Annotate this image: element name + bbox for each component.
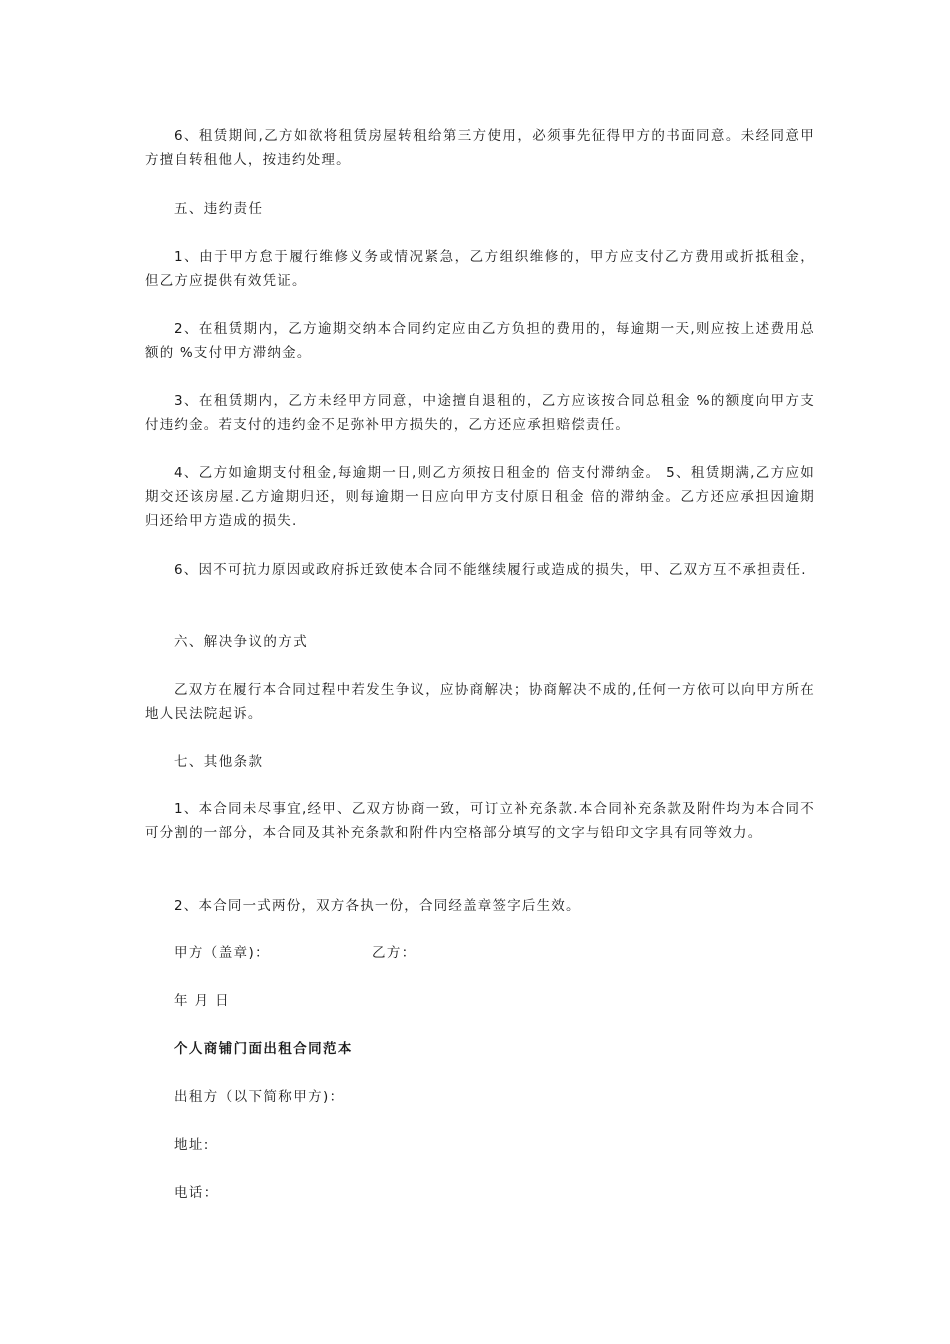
breach-clause-6: 6、因不可抗力原因或政府拆迁致使本合同不能继续履行或造成的损失，甲、乙双方互不承担责任.	[174, 562, 807, 578]
breach-clause-1: 1、由于甲方怠于履行维修义务或情况紧急，乙方组织维修的，甲方应支付乙方费用或折抵租金，但乙方应提供有效凭证。	[145, 249, 815, 289]
disputes-paragraph: 乙双方在履行本合同过程中若发生争议，应协商解决；协商解决不成的,任何一方依可以向甲方所在地人民法院起诉。	[145, 682, 815, 722]
section-heading-disputes: 六、解决争议的方式	[174, 634, 309, 650]
breach-clause-3: 3、在租赁期内，乙方未经甲方同意，中途擅自退租的，乙方应该按合同总租金 %的额度向甲方支付违约金。若支付的违约金不足弥补甲方损失的，乙方还应承担赔偿责任。	[145, 393, 815, 433]
clause-sublet-paragraph: 6、租赁期间,乙方如欲将租赁房屋转租给第三方使用，必须事先征得甲方的书面同意。未经同意甲方擅自转租他人，按违约处理。	[145, 128, 815, 168]
lessor-field-label: 出租方（以下简称甲方)：	[174, 1089, 345, 1105]
phone-field-label: 电话：	[174, 1185, 219, 1201]
next-contract-title: 个人商铺门面出租合同范本	[174, 1041, 353, 1057]
other-terms-clause-1: 1、本合同未尽事宜,经甲、乙双方协商一致，可订立补充条款.本合同补充条款及附件均为本合同不可分割的一部分，本合同及其补充条款和附件内空格部分填写的文字与铅印文字具有同等效力。	[145, 801, 815, 841]
address-field-label: 地址:	[174, 1137, 210, 1153]
section-heading-breach: 五、违约责任	[174, 201, 264, 217]
breach-clause-2: 2、在租赁期内，乙方逾期交纳本合同约定应由乙方负担的费用的，每逾期一天,则应按上述费用总额的 %支付甲方滞纳金。	[145, 321, 815, 361]
signature-date-label: 年 月 日	[174, 993, 231, 1009]
party-b-signature-label: 乙方：	[372, 945, 417, 961]
section-heading-other-terms: 七、其他条款	[174, 754, 264, 770]
party-a-signature-label: 甲方（盖章)：	[174, 945, 271, 961]
other-terms-clause-2: 2、本合同一式两份，双方各执一份，合同经盖章签字后生效。	[174, 898, 581, 914]
breach-clause-4-5: 4、乙方如逾期支付租金,每逾期一日,则乙方须按日租金的 倍支付滞纳金。 5、租赁期满,乙方应如期交还该房屋.乙方逾期归还，则每逾期一日应向甲方支付原日租金 倍的滞纳金。乙方还应承担因逾期归还给甲方造成的损失.	[145, 465, 815, 529]
